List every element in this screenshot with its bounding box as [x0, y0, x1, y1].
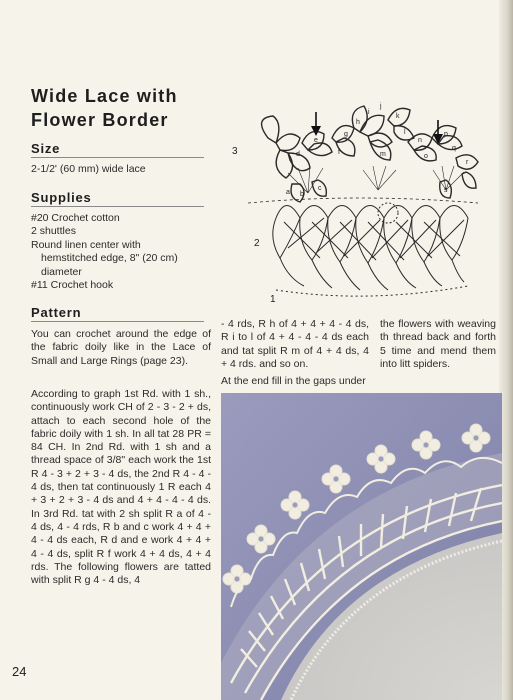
ring-label: s — [444, 187, 448, 194]
supplies-heading: Supplies — [31, 190, 92, 205]
ring-label: j — [380, 103, 382, 110]
ring-label: m — [380, 151, 386, 158]
pattern-body: According to graph 1st Rd. with 1 sh., continuously work CH of 2 - 3 - 2 + ds, attach to each second hole of the fabric doily with 1 sh. In all tat 28 PR = 84 CH. In 2nd Rd. with 1 sh and a thread space of 3/8" each work the 1st R 4 - 3 + 2 + 3 - 4 ds, the 2nd R 4 - 4 - 4 ds, then tat continuously 1 R each 4 + 3 + 2 + 3 - 4 ds and 4 + 4 - 4 - 4 ds. In 3rd Rd. tat with 2 sh split R a of 4 - 4 ds, 4 - 4 rds, R b and c work 4 + 4 + 4 - 4 ds each, R d and e work 4 + 4 + 4 - 4 ds, split R f work 4 + 4 ds, 4 + 4 rds. The following flowers are tatted with split R g 4 - 4 ds, 4 — [31, 388, 211, 587]
pattern-col3: the flowers with weaving th thread back and forth 5 time and mend them into litt spiders. — [380, 318, 496, 370]
ring-label: h — [356, 119, 360, 126]
supply-item: #11 Crochet hook — [31, 279, 114, 292]
pattern-col2b: At the end fill in the gaps under — [221, 375, 366, 387]
ring-label: p — [444, 131, 448, 138]
title-line-2: Flower Border — [31, 110, 169, 130]
size-rule — [31, 157, 204, 158]
pattern-rule — [31, 321, 204, 322]
ring-label: a — [286, 189, 290, 196]
ring-label: b — [300, 191, 304, 198]
supply-item: Round linen center with — [31, 238, 141, 251]
pattern-heading: Pattern — [31, 305, 82, 320]
ring-label: k — [396, 113, 400, 120]
page-number: 24 — [12, 664, 27, 679]
ring-label: d — [296, 151, 300, 158]
ring-label: i — [368, 109, 370, 116]
supply-item: 2 shuttles — [31, 225, 76, 238]
supply-item: diameter — [41, 265, 82, 278]
ring-label: l — [404, 129, 406, 136]
pattern-col2: - 4 rds, R h of 4 + 4 + 4 - 4 ds, R i to l of 4 + 4 - 4 - 4 ds each and tat split R m of 4 + 4 ds, 4 + 4 rds. and so on. — [221, 318, 369, 370]
supplies-rule — [31, 206, 204, 207]
ring-label: q — [452, 145, 456, 152]
size-text: 2-1/2' (60 mm) wide lace — [31, 163, 146, 175]
round-label-1: 1 — [270, 294, 276, 305]
round-label-2: 2 — [254, 238, 260, 249]
round-1-line — [276, 286, 468, 296]
ring-label: g — [344, 131, 348, 138]
ring-label: n — [418, 137, 422, 144]
ring-label: r — [466, 159, 469, 166]
round-2-rings — [273, 203, 468, 290]
pattern-intro: You can crochet around the edge of the fabric doily like in the Lace of Small and Large Rings (page 23). — [31, 328, 211, 367]
tatting-diagram — [228, 98, 498, 308]
round-3-base — [248, 198, 478, 203]
lace-photo — [221, 393, 502, 700]
ring-label: c — [318, 185, 322, 192]
ring-label: o — [424, 153, 428, 160]
supply-item: #20 Crochet cotton — [31, 212, 120, 224]
ring-label: f — [338, 149, 340, 156]
page-title — [31, 84, 221, 132]
size-heading: Size — [31, 141, 61, 156]
title-line-1: Wide Lace with — [31, 86, 178, 106]
supplies-list — [31, 212, 216, 292]
supply-item: hemstitched edge, 8" (20 cm) — [41, 252, 178, 265]
round-label-3: 3 — [232, 146, 238, 157]
ring-label: e — [314, 137, 318, 144]
